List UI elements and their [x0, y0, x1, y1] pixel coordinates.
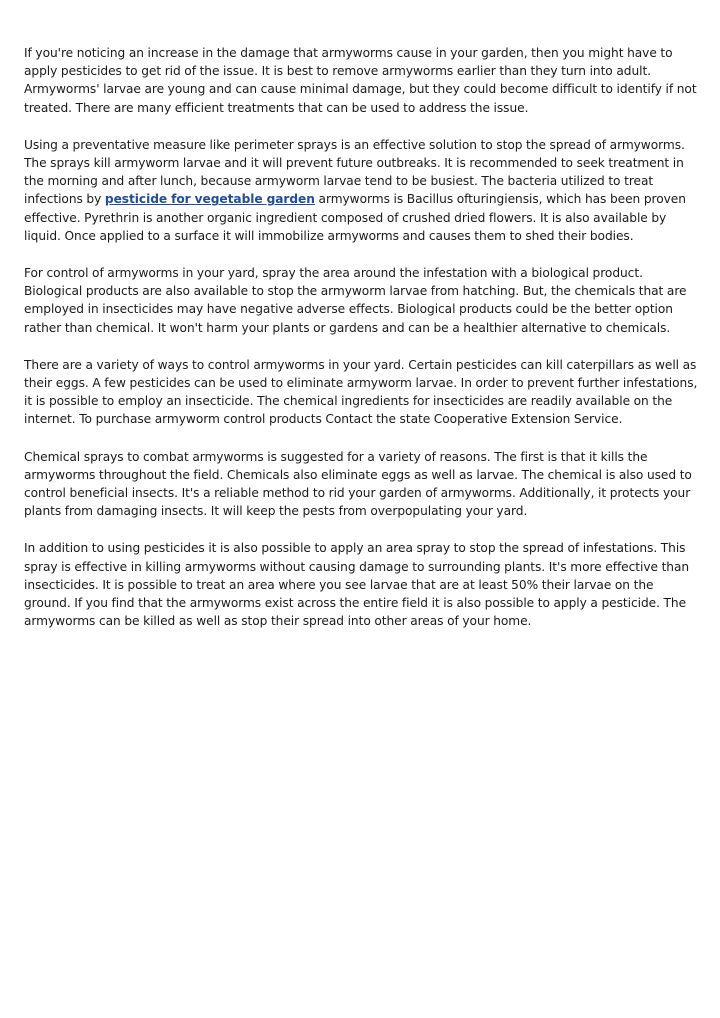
paragraph-6 [24, 539, 698, 630]
paragraph-2 [24, 136, 698, 245]
paragraph-3 [24, 264, 698, 337]
paragraph-4-text: There are a variety of ways to control armyworms in your yard. Certain pesticides can kill caterpillars as well as their eggs. A few pesticides can be used to eliminate armyworm larvae. In order to prevent further infestations, it is possible to employ an insecticide. The chemical ingredients for insecticides are readily available on the internet. To purchase armyworm control products Contact the state Cooperative Extension Service. [24, 357, 698, 427]
pesticide-link[interactable]: pesticide for vegetable garden [104, 192, 315, 207]
paragraph-5 [24, 448, 698, 521]
paragraph-4 [24, 356, 698, 429]
paragraph-6-text: In addition to using pesticides it is also possible to apply an area spray to stop the spread of infestations. This spray is effective in killing armyworms without causing damage to surrounding plants. It's more effective than insecticides. It is possible to treat an area where you see larvae that are at least 50% their larvae on the ground. If you find that the armyworms exist across the entire field it is also possible to apply a pesticide. The armyworms can be killed as well as stop their spread into other areas of your home. [24, 541, 690, 629]
paragraph-1 [24, 44, 698, 117]
paragraph-5-text: Chemical sprays to combat armyworms is suggested for a variety of reasons. The first is that it kills the armyworms throughout the field. Chemicals also eliminate eggs as well as larvae. The chemical is also used to control beneficial insects. It's a reliable method to rid your garden of armyworms. Additionally, it protects your plants from damaging insects. It will keep the pests from overpopulating your yard. [24, 449, 692, 519]
paragraph-2-text-before: Using a preventative measure like perimeter sprays is an effective solution to stop the spread of armyworms. The sprays kill armyworm larvae and it will prevent future outbreaks. It is recommended to seek treatment in the morning and after lunch, because armyworm larvae tend to be busiest. The bacteria utilized to treat infections by [24, 137, 685, 207]
paragraph-3-text: For control of armyworms in your yard, spray the area around the infestation with a biological product. Biological products are also available to stop the armyworm larvae from hatching. But, the chemicals that are employed in insecticides may have negative adverse effects. Biological products could be the better option rather than chemical. It won't harm your plants or gardens and can be a healthier alternative to chemicals. [24, 266, 687, 335]
paragraph-2-text-after: armyworms is Bacillus ofturingiensis, which has been proven effective. Pyrethrin is another organic ingredient composed of crushed dried flowers. It is also available by liquid. Once applied to a surface it will immobilize armyworms and causes them to shed their bodies. [24, 192, 686, 243]
paragraph-1-text: If you're noticing an increase in the damage that armyworms cause in your garden, then you might have to apply pesticides to get rid of the issue. It is best to remove armyworms earlier than they turn into adult. Armyworms' larvae are young and can cause minimal damage, but they could become difficult to identify if not treated. There are many efficient treatments that can be used to address the issue. [24, 46, 697, 115]
article-body [24, 44, 698, 649]
